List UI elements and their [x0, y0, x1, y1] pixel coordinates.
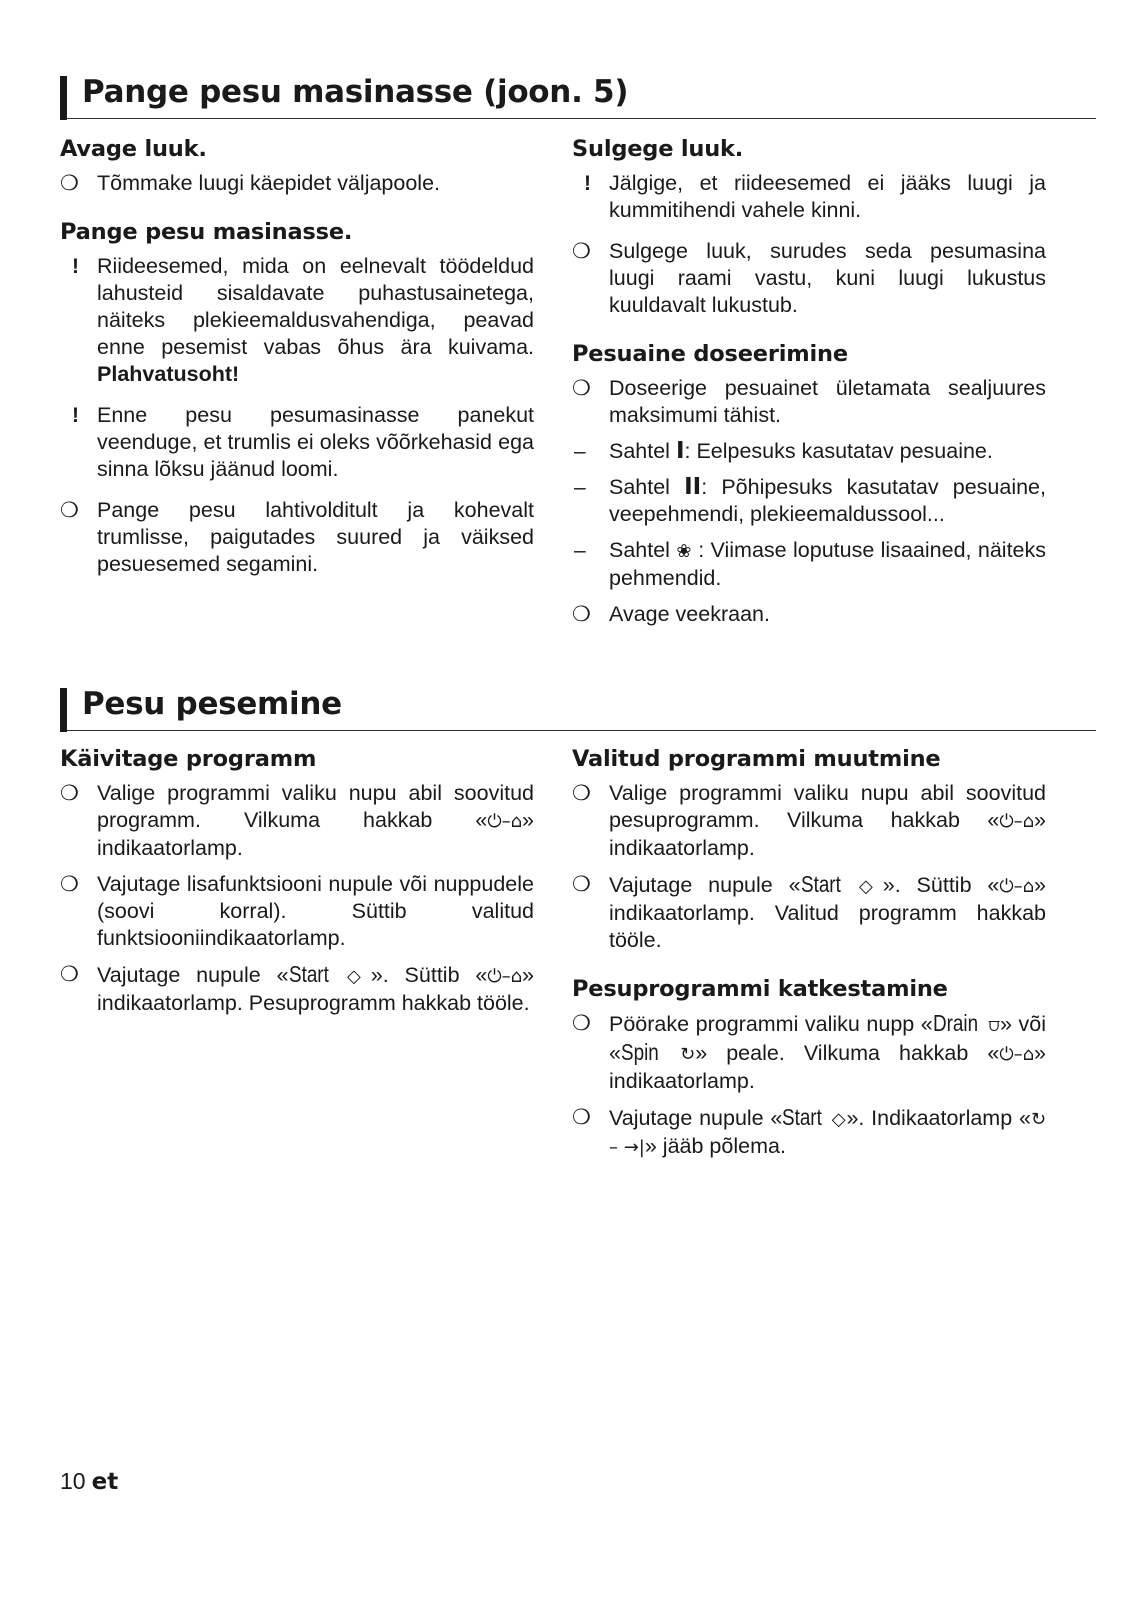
bullet-icon: ❍: [572, 1012, 591, 1035]
list-item: ❍ Valige programmi valiku nupu abil soovitud programm. Vilkuma hakkab «⏻–⌂» indikaatorlamp.: [60, 781, 534, 860]
section-marker-bar: [60, 688, 67, 732]
power-dash-icon: ⏻–⌂: [999, 1044, 1035, 1065]
list-item: ❍ Vajutage lisafunktsiooni nupule või nuppudele (soovi korral). Süttib valitud funktsiooniindikaatorlamp.: [60, 872, 534, 950]
section-title: Pesu pesemine: [82, 686, 342, 722]
list-item: ❍ Sulgege luuk, surudes seda pesumasina luugi raami vastu, kuni luugi lukustus kuuldavalt lukustub.: [572, 239, 1046, 317]
spin-label: Spin: [620, 1039, 659, 1065]
bullet-icon: ❍: [572, 873, 591, 896]
subheading-start-program: Käivitage programm: [60, 746, 317, 772]
warning-item: ! Riideesemed, mida on eelnevalt töödeldud lahusteid sisaldavate puhastusainetega, näiteks plekieemaldusvahendiga, peavad enne pesemist vabas õhus ära kuivama. Plahvatusoht!: [72, 254, 534, 386]
compartment-i-icon: I: [675, 438, 685, 464]
start-label: Start: [800, 871, 841, 897]
list-item: ❍ Avage veekraan.: [572, 602, 770, 626]
dash-icon: –: [574, 476, 586, 499]
compartment-ii-icon: II: [684, 474, 702, 500]
dash-item: – Sahtel II: Põhipesuks kasutatav pesuaine, veepehmendi, plekieemaldussool...: [574, 474, 1046, 526]
dash-item: – Sahtel ❀ : Viimase loputuse lisaained, näiteks pehmendid.: [574, 538, 1046, 590]
right-column: [572, 744, 1046, 1170]
bullet-icon: ❍: [60, 873, 79, 896]
start-label: Start: [782, 1104, 823, 1130]
list-item: ❍ Pange pesu lahtivolditult ja kohevalt trumlisse, paigutades suured ja väiksed pesuesemed segamini.: [60, 498, 534, 576]
power-dash-icon: ⏻–⌂: [999, 811, 1035, 832]
list-item: ❍ Vajutage nupule «Start ◇». Süttib «⏻–⌂» indikaatorlamp. Valitud programm hakkab tööle.: [572, 871, 1046, 952]
dash-icon: –: [574, 539, 586, 562]
section-header: [60, 682, 1096, 731]
power-dash-icon: ⏻–⌂: [487, 811, 523, 832]
section-title: Pange pesu masinasse (joon. 5): [82, 74, 629, 110]
bullet-icon: ❍: [572, 603, 591, 626]
language-code: et: [91, 1469, 119, 1495]
bullet-icon: ❍: [60, 963, 79, 986]
spin-end-icon: ↻ – →|: [609, 1109, 1047, 1158]
drain-label: Drain: [932, 1010, 978, 1036]
warning-item: ! Jälgige, et riideesemed ei jääks luugi ja kummitihendi vahele kinni.: [584, 171, 1046, 222]
section-load-laundry: [60, 70, 1096, 626]
bullet-icon: ❍: [572, 1106, 591, 1129]
section-header: [60, 70, 1096, 119]
explosion-warning: Plahvatusoht!: [97, 362, 240, 386]
dash-icon: –: [574, 440, 586, 463]
list-item: ❍ Tõmmake luugi käepidet väljapoole.: [60, 171, 441, 195]
subheading-change-program: Valitud programmi muutmine: [572, 746, 941, 772]
start-diamond-icon: ◇: [347, 966, 371, 987]
list-item: ❍ Pöörake programmi valiku nupp «Drain ⩌» või «Spin ↻» peale. Vilkuma hakkab «⏻–⌂» indikaatorlamp.: [572, 1010, 1046, 1093]
warning-icon: !: [72, 404, 79, 427]
warning-icon: !: [72, 255, 79, 278]
bullet-icon: ❍: [572, 377, 591, 400]
subheading-cancel-program: Pesuprogrammi katkestamine: [572, 976, 948, 1002]
drain-icon: ⩌: [988, 1015, 1000, 1036]
bullet-icon: ❍: [572, 782, 591, 805]
start-label: Start: [288, 961, 329, 987]
list-item: ❍ Valige programmi valiku nupu abil soovitud pesuprogramm. Vilkuma hakkab «⏻–⌂» indikaatorlamp.: [572, 781, 1046, 860]
power-dash-icon: ⏻–⌂: [999, 876, 1035, 897]
spin-icon: ↻: [680, 1044, 696, 1065]
page-footer: [60, 1466, 118, 1497]
subheading-detergent-dosing: Pesuaine doseerimine: [572, 341, 848, 367]
bullet-icon: ❍: [60, 499, 79, 522]
section-washing: [60, 682, 1096, 1158]
left-column: [60, 744, 534, 1026]
subheading-close-door: Sulgege luuk.: [572, 136, 744, 162]
power-dash-icon: ⏻–⌂: [487, 966, 523, 987]
flower-softener-icon: ❀: [676, 541, 692, 562]
bullet-icon: ❍: [60, 782, 79, 805]
warning-icon: !: [584, 172, 591, 195]
start-diamond-icon: ◇: [831, 1109, 847, 1130]
page-number: 10: [60, 1468, 86, 1494]
right-column: [572, 134, 1046, 637]
subheading-open-door: Avage luuk.: [60, 136, 207, 162]
bullet-icon: ❍: [572, 240, 591, 263]
list-item: ❍ Vajutage nupule «Start ◇». Süttib «⏻–⌂» indikaatorlamp. Pesuprogramm hakkab tööle.: [60, 961, 534, 1015]
list-item: ❍ Doseerige pesuainet ületamata sealjuures maksimumi tähist.: [572, 376, 1046, 427]
bullet-icon: ❍: [60, 172, 79, 195]
left-column: [60, 134, 534, 587]
subheading-load-laundry: Pange pesu masinasse.: [60, 219, 353, 245]
list-item: ❍ Vajutage nupule «Start ◇». Indikaatorlamp «↻ – →|» jääb põlema.: [572, 1104, 1047, 1158]
section-marker-bar: [60, 76, 67, 120]
start-diamond-icon: ◇: [859, 876, 883, 897]
dash-item: – Sahtel I: Eelpesuks kasutatav pesuaine.: [574, 438, 993, 464]
warning-item: ! Enne pesu pesumasinasse panekut veenduge, et trumlis ei oleks võõrkehasid ega sinna lõksu jäänud loomi.: [72, 403, 534, 481]
